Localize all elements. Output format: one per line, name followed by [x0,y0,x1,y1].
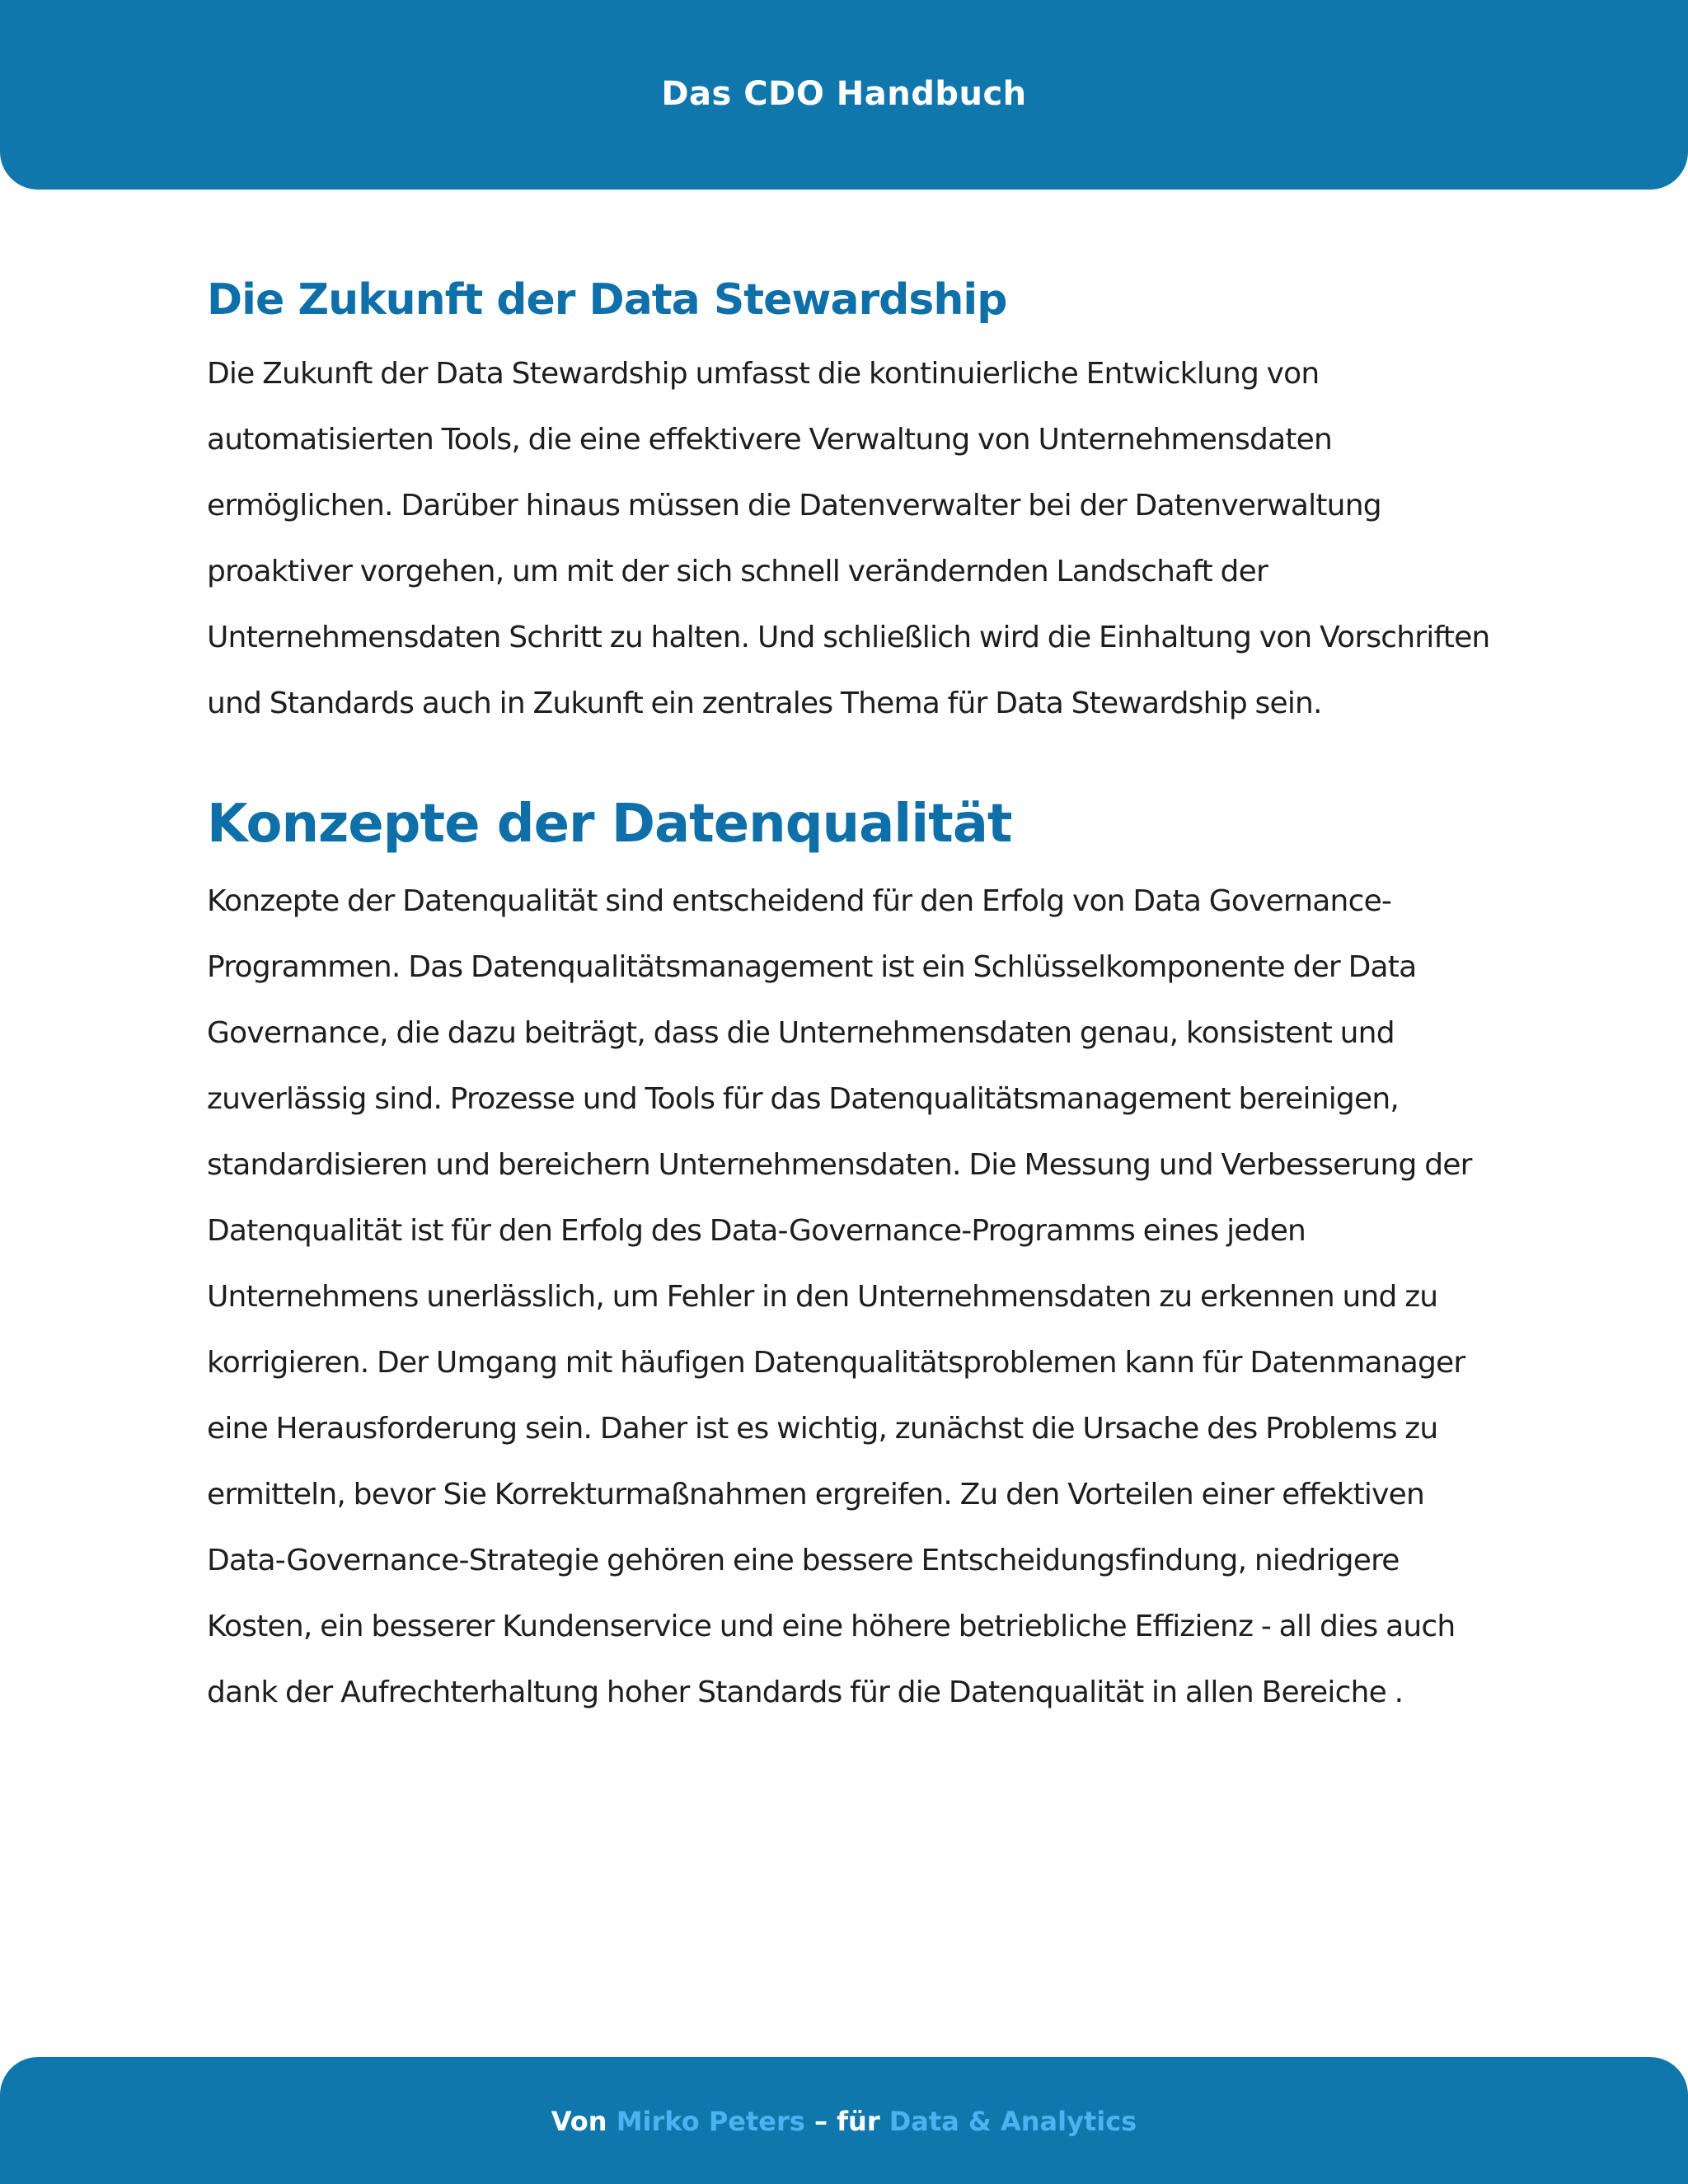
footer-separator: – für [804,2106,889,2137]
section-body-data-stewardship: Die Zukunft der Data Stewardship umfasst die kontinuierliche Entwicklung von automatisierten Tools, die eine effektivere Verwaltung von Unternehmensdaten ermöglichen. Darüber hinaus müssen die Datenverwalter bei der Datenverwaltung proaktiver vorgehen, um mit der sich schnell verändernden Landschaft der Unternehmensdaten Schritt zu halten. Und schließlich wird die Einhaltung von Vorschriften und Standards auch in Zukunft ein zentrales Thema für Data Stewardship sein. [207,357,1490,720]
footer-credit [0,2103,1688,2139]
footer-author-link[interactable]: Mirko Peters [616,2106,805,2137]
footer-organization-link[interactable]: Data & Analytics [889,2106,1137,2137]
page-content [207,269,1493,1726]
footer-prefix: Von [551,2106,617,2137]
header-title: Das CDO Handbuch [661,75,1027,113]
section-body-data-quality: Konzepte der Datenqualität sind entscheidend für den Erfolg von Data Governance-Programmen. Das Datenqualitätsmanagement ist ein Schlüsselkomponente der Data Governance, die dazu beiträgt, dass die Unternehmensdaten genau, konsistent und zuverlässig sind. Prozesse und Tools für das Datenqualitätsmanagement bereinigen, standardisieren und bereichern Unternehmensdaten. Die Messung und Verbesserung der Datenqualität ist für den Erfolg des Data-Governance-Programms eines jeden Unternehmens unerlässlich, um Fehler in den Unternehmensdaten zu erkennen und zu korrigieren. Der Umgang mit häufigen Datenqualitätsproblemen kann für Datenmanager eine Herausforderung sein. Daher ist es wichtig, zunächst die Ursache des Problems zu ermitteln, bevor Sie Korrekturmaßnahmen ergreifen. Zu den Vorteilen einer effektiven Data-Governance-Strategie gehören eine bessere Entscheidungsfindung, niedrigere Kosten, ein besserer Kundenservice und eine höhere betriebliche Effizienz - all dies auch dank der Aufrechterhaltung hoher Standards für die Datenqualität in allen Bereiche . [207,884,1472,1709]
section-heading-data-quality: Konzepte der Datenqualität [207,794,1012,855]
section-heading-data-stewardship: Die Zukunft der Data Stewardship [207,275,1007,325]
